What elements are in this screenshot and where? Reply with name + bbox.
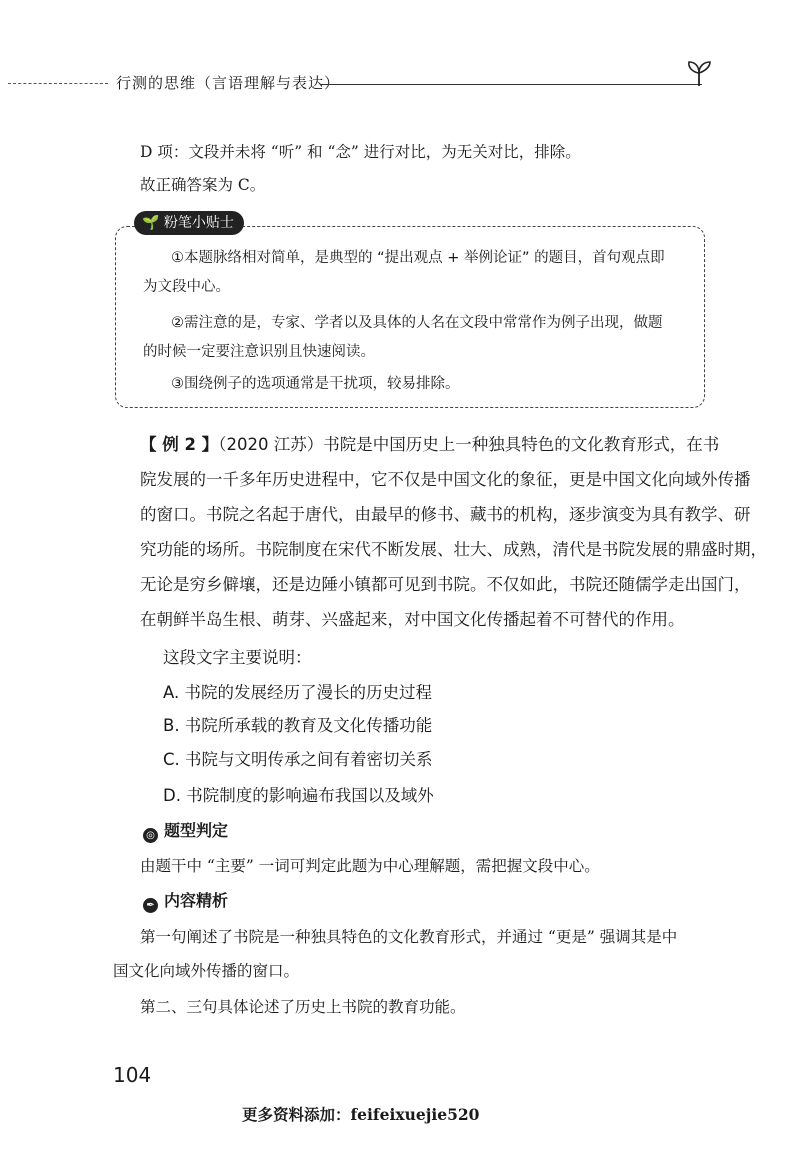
tip-badge — [134, 211, 244, 235]
tip-line: ③围绕例子的选项通常是干扰项，较易排除。 — [171, 376, 460, 392]
target-icon: ◎ — [143, 828, 158, 843]
example-first-line — [140, 433, 719, 457]
example-line: 无论是穷乡僻壤，还是边陲小镇都可见到书院。不仅如此，书院还随儒学走出国门， — [140, 575, 751, 594]
type-text: 由题干中 “主要” 一词可判定此题为中心理解题，需把握文段中心。 — [140, 857, 600, 875]
footer-note: 更多资料添加：feifeixuejie520 — [242, 1105, 480, 1124]
header-title: 行测的思维（言语理解与表达） — [116, 74, 341, 92]
tip-line: 的时候一定要注意识别且快速阅读。 — [143, 344, 375, 360]
example-tag: 【 例 2 】 — [140, 435, 219, 454]
header-dash-rule — [8, 83, 108, 84]
option-b: B. 书院所承载的教育及文化传播功能 — [163, 716, 433, 735]
content-line: 第一句阐述了书院是一种独具特色的文化教育形式，并通过 “更是” 强调其是中 — [140, 928, 678, 946]
sprout-icon: 🌱 — [142, 215, 160, 231]
sprout-icon — [684, 58, 714, 88]
option-a: A. 书院的发展经历了漫长的历史过程 — [163, 683, 432, 702]
tip-line: ①本题脉络相对简单，是典型的 “提出观点 + 举例论证” 的题目，首句观点即 — [171, 250, 665, 266]
section-heading-content — [143, 890, 228, 913]
header-rule — [320, 84, 702, 85]
option-d: D. 书院制度的影响遍布我国以及域外 — [163, 786, 434, 805]
d-option-analysis: D 项：文段并未将 “听” 和 “念” 进行对比，为无关对比，排除。 — [140, 143, 581, 161]
tip-line: ②需注意的是，专家、学者以及具体的人名在文段中常常作为例子出现，做题 — [171, 315, 663, 331]
option-c: C. 书院与文明传承之间有着密切关系 — [163, 750, 433, 769]
content-line: 国文化向域外传播的窗口。 — [113, 962, 300, 980]
answer-line: 故正确答案为 C。 — [140, 176, 266, 194]
tip-line: 为文段中心。 — [143, 279, 230, 295]
pen-icon: ✒ — [143, 898, 158, 913]
example-text: （2020 江苏）书院是中国历史上一种独具特色的文化教育形式，在书 — [218, 435, 720, 454]
tip-badge-label: 粉笔小贴士 — [163, 215, 234, 231]
example-line: 院发展的一千多年历史进程中，它不仅是中国文化的象征，更是中国文化向域外传播 — [140, 470, 751, 489]
question-stem: 这段文字主要说明： — [163, 648, 312, 667]
content-line: 第二、三句具体论述了历史上书院的教育功能。 — [140, 998, 466, 1016]
section-heading-type — [143, 820, 228, 843]
page-number: 104 — [113, 1063, 152, 1087]
section-label: 内容精析 — [164, 891, 229, 910]
example-line: 究功能的场所。书院制度在宋代不断发展、壮大、成熟，清代是书院发展的鼎盛时期， — [140, 540, 767, 559]
example-line: 的窗口。书院之名起于唐代，由最早的修书、藏书的机构，逐步演变为具有教学、研 — [140, 505, 751, 524]
section-label: 题型判定 — [164, 821, 229, 840]
running-header — [8, 72, 708, 96]
example-line: 在朝鲜半岛生根、萌芽、兴盛起来，对中国文化传播起着不可替代的作用。 — [140, 610, 685, 629]
